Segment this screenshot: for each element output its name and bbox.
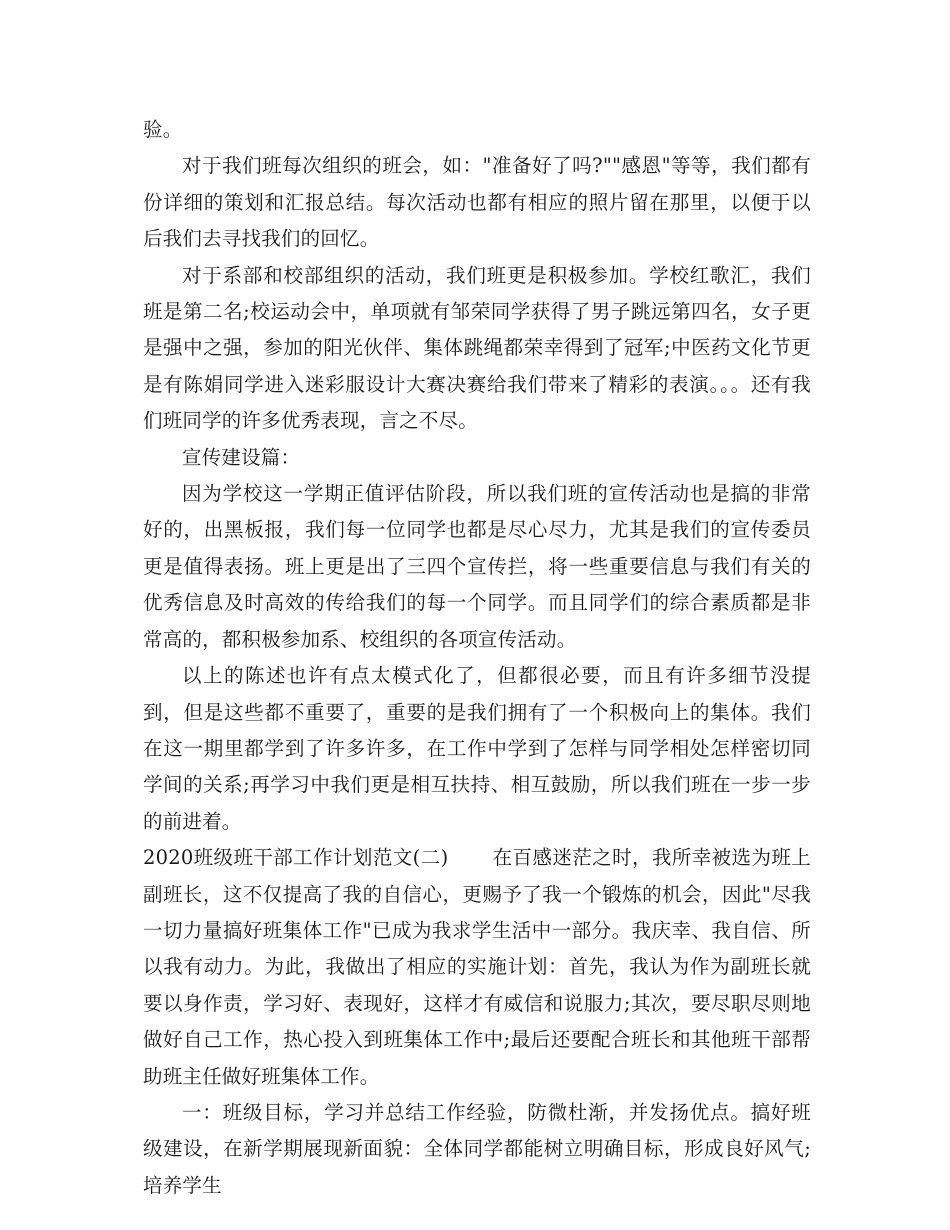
paragraph-class-meetings: 对于我们班每次组织的班会，如："准备好了吗?""感恩"等等，我们都有份详细的策划和汇报总结。每次活动也都有相应的照片留在那里，以便于以后我们去寻找我们的回忆。 — [143, 154, 811, 251]
paragraph-school-activities: 对于系部和校部组织的活动，我们班更是积极参加。学校红歌汇，我们班是第二名;校运动会中，单项就有邹荣同学获得了男子跳远第四名，女子更是强中之强，参加的阳光伙伴、集体跳绳都荣幸得到了冠军;中医药文化节更是有陈娟同学进入迷彩服设计大赛决赛给我们带来了精彩的表演。。。还有我们班同学的许多优秀表现，言之不尽。 — [143, 263, 811, 433]
paragraph-summary: 以上的陈述也许有点太模式化了，但都很必要，而且有许多细节没提到，但是这些都不重要了，重要的是我们拥有了一个积极向上的集体。我们在这一期里都学到了许多许多，在工作中学到了怎样与同学相处怎样密切同学间的关系;再学习中我们更是相互扶持、相互鼓励，所以我们班在一步一步的前进着。 — [143, 664, 811, 833]
paragraph-publicity-heading: 宣传建设篇： — [182, 445, 301, 469]
paragraph-continuation: 验。 — [143, 118, 183, 141]
paragraph-publicity: 因为学校这一学期正值评估阶段，所以我们班的宣传活动也是搞的非常好的，出黑板报，我们每一位同学也都是尽心尽力，尤其是我们的宣传委员更是值得表扬。班上更是出了三四个宣传拦，将一些重要信息与我们有关的优秀信息及时高效的传给我们的每一个同学。而且同学们的综合素质都是非常高的，都积极参加系、校组织的各项宣传活动。 — [143, 482, 811, 651]
section-body: 在百感迷茫之时，我所幸被选为班上副班长，这不仅提高了我的自信心，更赐予了我一个锻炼的机会，因此"尽我一切力量搞好班集体工作"已成为我求学生活中一部分。我庆幸、我自信、所以我有动力。为此，我做出了相应的实施计划：首先，我认为作为副班长就要以身作责，学习好、表现好，这样才有威信和说服力;其次，要尽职尽则地做好自己工作，热心投入到班集体工作中;最后还要配合班长和其他班干部帮助班主任做好班集体工作。 — [143, 846, 811, 1088]
section-title: 2020班级班干部工作计划范文(二) — [143, 846, 449, 870]
document-body — [143, 112, 811, 1204]
section-paragraph — [143, 840, 811, 1095]
paragraph-class-goals: 一：班级目标，学习并总结工作经验，防微杜渐，并发扬优点。搞好班级建设，在新学期展现新面貌：全体同学都能树立明确目标，形成良好风气;培养学生 — [143, 1100, 811, 1197]
